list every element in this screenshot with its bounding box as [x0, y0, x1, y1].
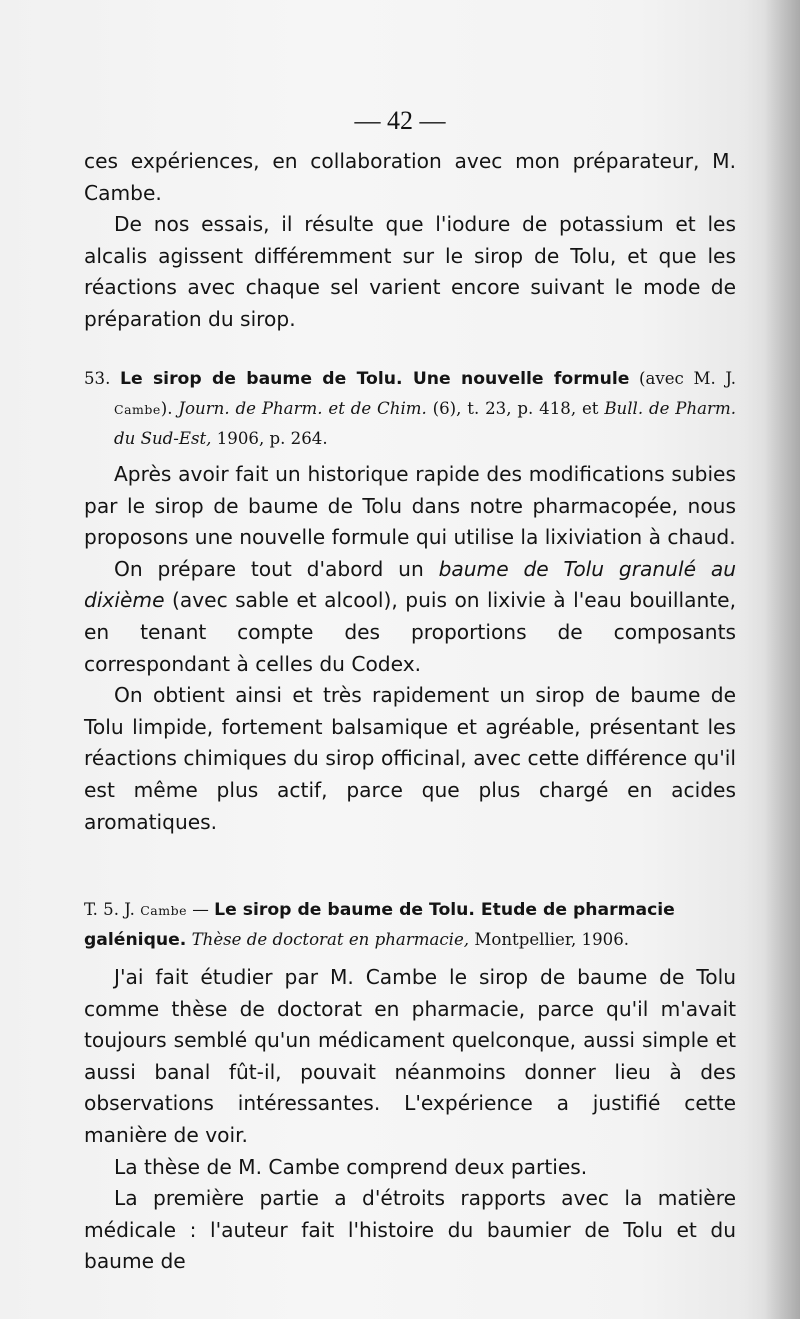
reference-author-open: (avec M. J.: [639, 369, 736, 388]
paragraph: La thèse de M. Cambe comprend deux parties.: [114, 1154, 588, 1179]
reference-number: 53.: [84, 369, 111, 388]
page-edge-shadow: [764, 0, 800, 1319]
reference-title: Le sirop de baume de Tolu. Une nouvelle formule: [120, 369, 630, 389]
paragraph: De nos essais, il résulte que l'iodure de potassium et les alcalis agissent différemment sur le sirop de Tolu, et que les réactions avec chaque sel varient encore suivant le mode de préparation du sirop.: [84, 212, 736, 331]
reference-number: T. 5.: [84, 900, 120, 919]
paragraph-text: On prépare tout d'abord un: [114, 556, 424, 581]
paragraph: ces expériences, en collaboration avec mon préparateur, M. Cambe.: [84, 149, 736, 205]
paragraph: Après avoir fait un historique rapide des modifications subies par le sirop de baume de Tolu dans notre pharmacopée, nous proposons une nouvelle formule qui utilise la lixiviation à chaud.: [84, 462, 736, 550]
paragraph: [84, 554, 736, 680]
reference-journal: Bull. de Pharm. du Sud-Est,: [114, 399, 736, 448]
text-block-middle: [84, 459, 736, 838]
reference-title: Le sirop de baume de Tolu. Etude de pharmacie galénique.: [84, 900, 675, 950]
reference-details: 1906, p. 264.: [216, 429, 328, 448]
paragraph-italic-text: baume de Tolu granulé au dixième: [84, 556, 736, 613]
reference-details: (6), t. 23, p. 418, et: [432, 399, 599, 418]
reference-t5: [84, 895, 736, 955]
reference-place-year: Montpellier, 1906.: [474, 930, 630, 949]
paragraph: On obtient ainsi et très rapidement un sirop de baume de Tolu limpide, fortement balsamique et agréable, présentant les réactions chimiques du sirop officinal, avec cette différence qu'il est même plus actif, parce que plus chargé en acides aromatiques.: [84, 683, 736, 834]
reference-author-name: Cambe: [114, 402, 161, 417]
paragraph-text: (avec sable et alcool), puis on lixivie à l'eau bouillante, en tenant compte des proportions de composants correspondant à celles du Codex.: [84, 588, 736, 676]
reference-author-close: ).: [160, 399, 173, 418]
page-number: — 42 —: [354, 106, 446, 135]
reference-journal: Journ. de Pharm. et de Chim.: [178, 399, 427, 418]
reference-thesis: Thèse de doctorat en pharmacie,: [191, 930, 470, 949]
paragraph: J'ai fait étudier par M. Cambe le sirop de baume de Tolu comme thèse de doctorat en pharmacie, parce qu'il m'avait toujours semblé qu'un médicament quelconque, aussi simple et aussi banal fût-il, pouvait néanmoins donner lieu à des observations intéressantes. L'expérience a justifié cette manière de voir.: [84, 965, 736, 1147]
reference-dash: —: [192, 900, 209, 919]
text-block-bottom: [84, 962, 736, 1278]
reference-author-initial: J.: [124, 900, 135, 919]
reference-53: [84, 364, 736, 453]
paragraph: La première partie a d'étroits rapports avec la matière médicale : l'auteur fait l'histoire du baumier de Tolu et du baume de: [84, 1186, 736, 1274]
text-block-top: [84, 146, 736, 336]
reference-author-name: Cambe: [140, 903, 187, 918]
